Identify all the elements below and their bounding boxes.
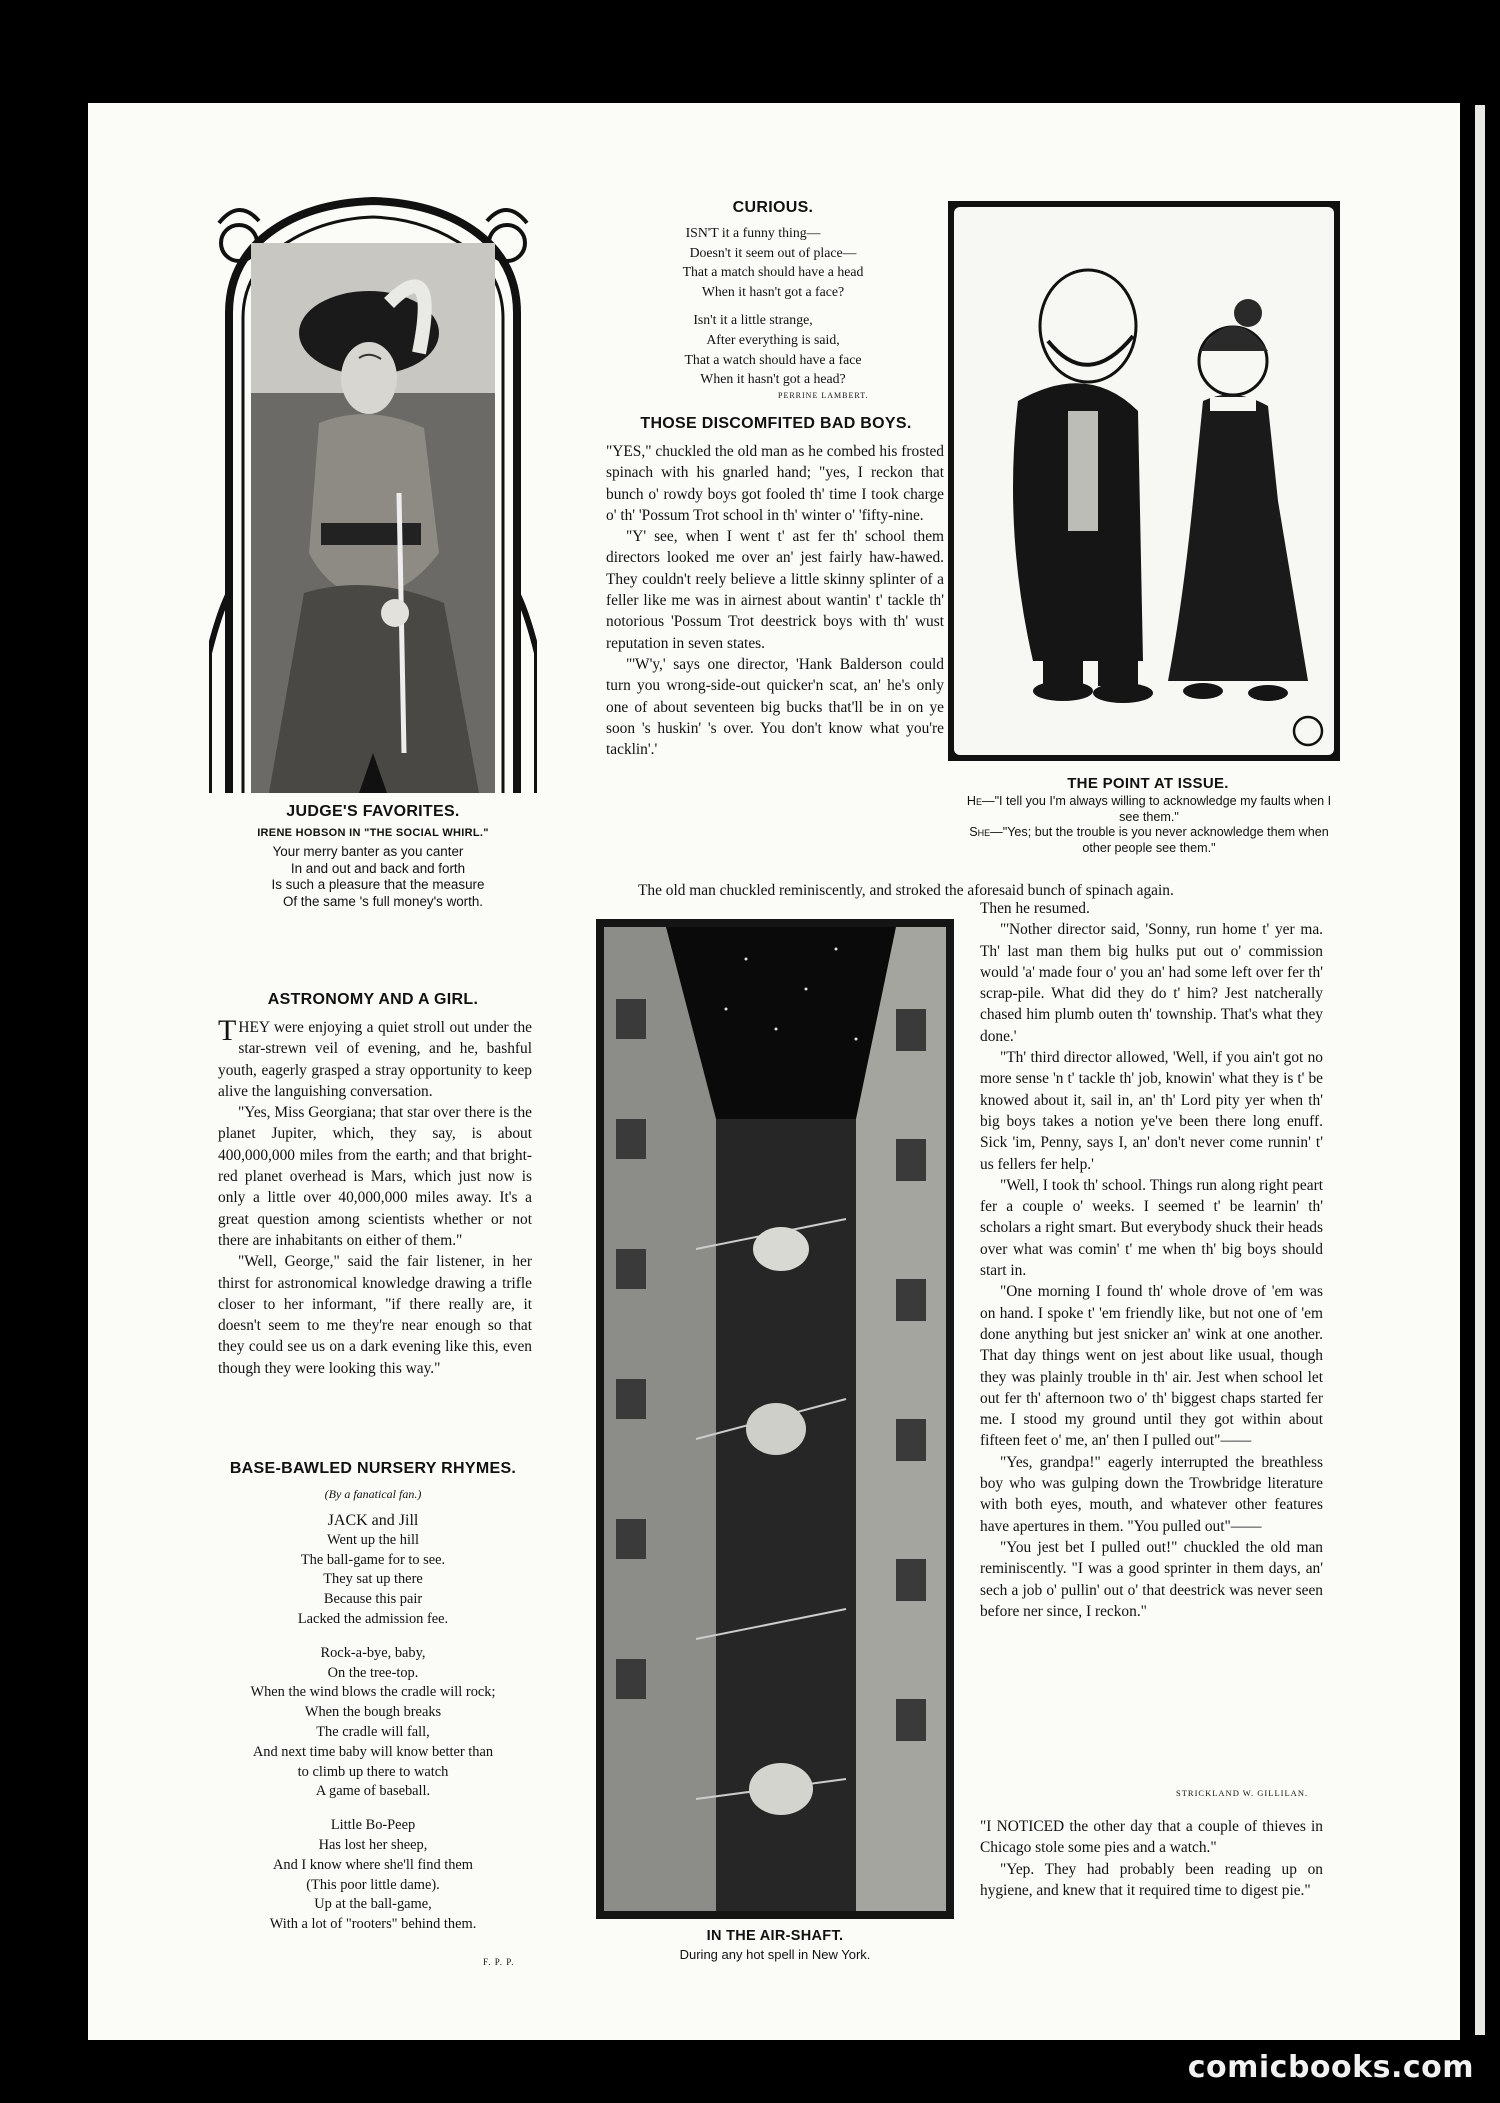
- bad-boys-column-one: [606, 441, 944, 760]
- bad-boys-paragraph: "Well, I took th' school. Things run along right peart fer a couple o' weeks. I seemed t' be learnin' th' scholars a right smart. But everybody shuck their heads over what was comin' t' me when th' big boys should start in.: [980, 1176, 1323, 1280]
- bad-boys-paragraph: "You jest bet I pulled out!" chuckled the old man reminiscently. "I was a good sprinter in them days, an' sech a job o' pullin' out o' that deestrick was never seen before ner since, I reckon.": [980, 1538, 1323, 1620]
- curious-poem: [608, 223, 938, 389]
- bad-boys-signature: STRICKLAND W. GILLILAN.: [1176, 1788, 1309, 1798]
- adjacent-page-edge: [1475, 105, 1485, 2035]
- bad-boys-paragraph: "Th' third director allowed, 'Well, if you ain't got no more sense 'n t' tackle th' job, knowin' what they is t' be knowed about it, sail in, an' th' Lord pity yer when th' big boys takes a notion ye've been there long enuff. Sick 'im, Penny, says I, an' don't never come runnin' t' us fellers fer help.': [980, 1049, 1323, 1173]
- nursery-byline: (By a fanatical fan.): [324, 1487, 422, 1501]
- verse-line: Your merry banter as you canter: [272, 844, 464, 859]
- curious-signature: PERRINE LAMBERT.: [778, 391, 869, 400]
- bad-boys-column-two: [980, 898, 1323, 1622]
- astronomy-article: [218, 1014, 532, 1379]
- point-at-issue-illustration: [948, 201, 1340, 761]
- air-shaft-title: IN THE AIR-SHAFT.: [706, 1928, 844, 1944]
- curious-stanza: Isn't it a little strange, After everything is said, That a watch should have a face When it hasn't got a head?: [684, 312, 862, 387]
- rhyme-rock-a-bye: Rock-a-bye, baby, On the tree-top. When the wind blows the cradle will rock; When the bough breaks The cradle will fall, And next time baby will know better than to climb up there to watch A game of baseball.: [250, 1644, 496, 1800]
- ornate-frame-illustration: [209, 193, 537, 793]
- noticed-paragraph: "I NOTICED the other day that a couple of thieves in Chicago stole some pies and a watch.": [980, 1818, 1323, 1857]
- portrait-frame: [209, 193, 537, 793]
- cartoon-man-and-woman: [948, 201, 1340, 761]
- bad-boys-paragraph: "Y' see, when I went t' ast fer th' school them directors looked me over an' jest fairly haw-hawed. They couldn't reely believe a little skinny splinter of a feller like me was in airnest about wantin' t' tackle th' notorious 'Possum Trot deestrick boys with th' wust reputation in seven states.: [606, 528, 944, 652]
- bad-boys-paragraph: "One morning I found th' whole drove of 'em was on hand. I spoke t' 'em friendly like, but not one of 'em done anything but jest snicker an' wink at one another. That day things went on jest about like usual, though they was plainly trouble in th' air. Jest when school let out fer th' afternoon two o' th' biggest chaps started fer me. I stood my ground until they got within about fifteen feet o' me, an' then I pulled out"——: [980, 1283, 1323, 1450]
- judges-favorites-subtitle: IRENE HOBSON IN "THE SOCIAL WHIRL.": [257, 827, 489, 839]
- bad-boys-title: THOSE DISCOMFITED BAD BOYS.: [640, 415, 912, 432]
- bad-boys-paragraph: "YES," chuckled the old man as he combed his frosted spinach with his gnarled hand; "yes, I reckon that bunch o' rowdy boys got fooled th' time I took charge o' th' 'Possum Trot school in th' winter o' 'fifty-nine.: [606, 443, 944, 524]
- judges-favorites-verse: [218, 844, 538, 910]
- point-at-issue-dialogue: [956, 794, 1342, 856]
- verse-line: Is such a pleasure that the measure: [271, 877, 485, 892]
- judges-favorites-title: JUDGE'S FAVORITES.: [286, 803, 460, 820]
- rhyme-jack-and-jill: JACK and Jill Went up the hill The ball-game for to see. They sat up there Because this pair Lacked the admission fee.: [297, 1512, 449, 1627]
- astronomy-paragraph: "Well, George," said the fair listener, in her thirst for astronomical knowledge drawing a trifle closer to her informant, "if there really are, it doesn't seem to me they're near enough so that they could see us on a dark evening like this, even though they were looking this way.": [218, 1253, 532, 1377]
- nursery-signature: F. P. P.: [483, 1957, 515, 1967]
- point-at-issue-title: THE POINT AT ISSUE.: [1067, 775, 1229, 792]
- watermark: comicbooks.com: [1187, 2050, 1474, 2085]
- bad-boys-bridge-line: The old man chuckled reminiscently, and stroked the aforesaid bunch of spinach again.: [638, 882, 1174, 899]
- rhyme-bo-peep: Little Bo-Peep Has lost her sheep, And I know where she'll find them (This poor little dame). Up at the ball-game, With a lot of "rooters" behind them.: [269, 1817, 477, 1933]
- dialogue-she: She—"Yes; but the trouble is you never acknowledge them when other people see them.": [969, 825, 1329, 855]
- astronomy-paragraph: "Yes, Miss Georgiana; that star over there is the planet Jupiter, which, they say, is about 400,000,000 miles from the earth; and that bright-red planet overhead is Mars, which just now is only a little over 40,000,000 miles away. It's a great question among scientists whether or not there are inhabitants on either of them.": [218, 1104, 532, 1249]
- verse-line: Of the same 's full money's worth.: [282, 893, 484, 909]
- nursery-title: BASE-BAWLED NURSERY RHYMES.: [229, 1460, 517, 1477]
- air-shaft-drawing: [596, 919, 954, 1919]
- astronomy-paragraph: THEY were enjoying a quiet stroll out under the star-strewn veil of evening, and he, bashful youth, eagerly grasped a stray opportunity to keep alive the languishing conversation.: [218, 1014, 532, 1100]
- bad-boys-paragraph: Then he resumed.: [980, 900, 1090, 917]
- bad-boys-paragraph: "'Nother director said, 'Sonny, run home t' yer ma. Th' last man them big hulks put out o' commission would 'a' made four o' you an' had some left over fer th' scrap-pile. What did they do t' him? Jest natcherally chased him plumb outen th' township. That's what they done.': [980, 921, 1323, 1045]
- bad-boys-paragraph: "'W'y,' says one director, 'Hank Balderson could turn you wrong-side-out quicker'n scat, an' he's only one of about seventeen big bucks that'll be in on ye soon 's huskin' 's over. You don't know what you're tacklin'.': [606, 655, 944, 759]
- astronomy-title: ASTRONOMY AND A GIRL.: [267, 991, 479, 1008]
- nursery-rhymes: [213, 1511, 533, 1949]
- bad-boys-paragraph: "Yes, grandpa!" eagerly interrupted the breathless boy who was gulping down the Trowbridge literature with both eyes, mouth, and whatever other features have apertures in them. "You pulled out"——: [980, 1453, 1323, 1535]
- curious-stanza: ISN'T it a funny thing— Doesn't it seem out of place— That a match should have a head When it hasn't got a face?: [682, 225, 864, 299]
- verse-line: In and out and back and forth: [290, 860, 466, 876]
- noticed-article: [980, 1816, 1323, 1901]
- magazine-page: [88, 103, 1460, 2040]
- curious-title: CURIOUS.: [732, 199, 814, 216]
- dropcap: T: [218, 1014, 237, 1047]
- air-shaft-illustration: [596, 919, 954, 1919]
- noticed-paragraph: "Yep. They had probably been reading up on hygiene, and knew that it required time to digest pie.": [980, 1860, 1323, 1899]
- air-shaft-caption: During any hot spell in New York.: [679, 1947, 871, 1962]
- dialogue-he: He—"I tell you I'm always willing to acknowledge my faults when I see them.": [966, 794, 1332, 824]
